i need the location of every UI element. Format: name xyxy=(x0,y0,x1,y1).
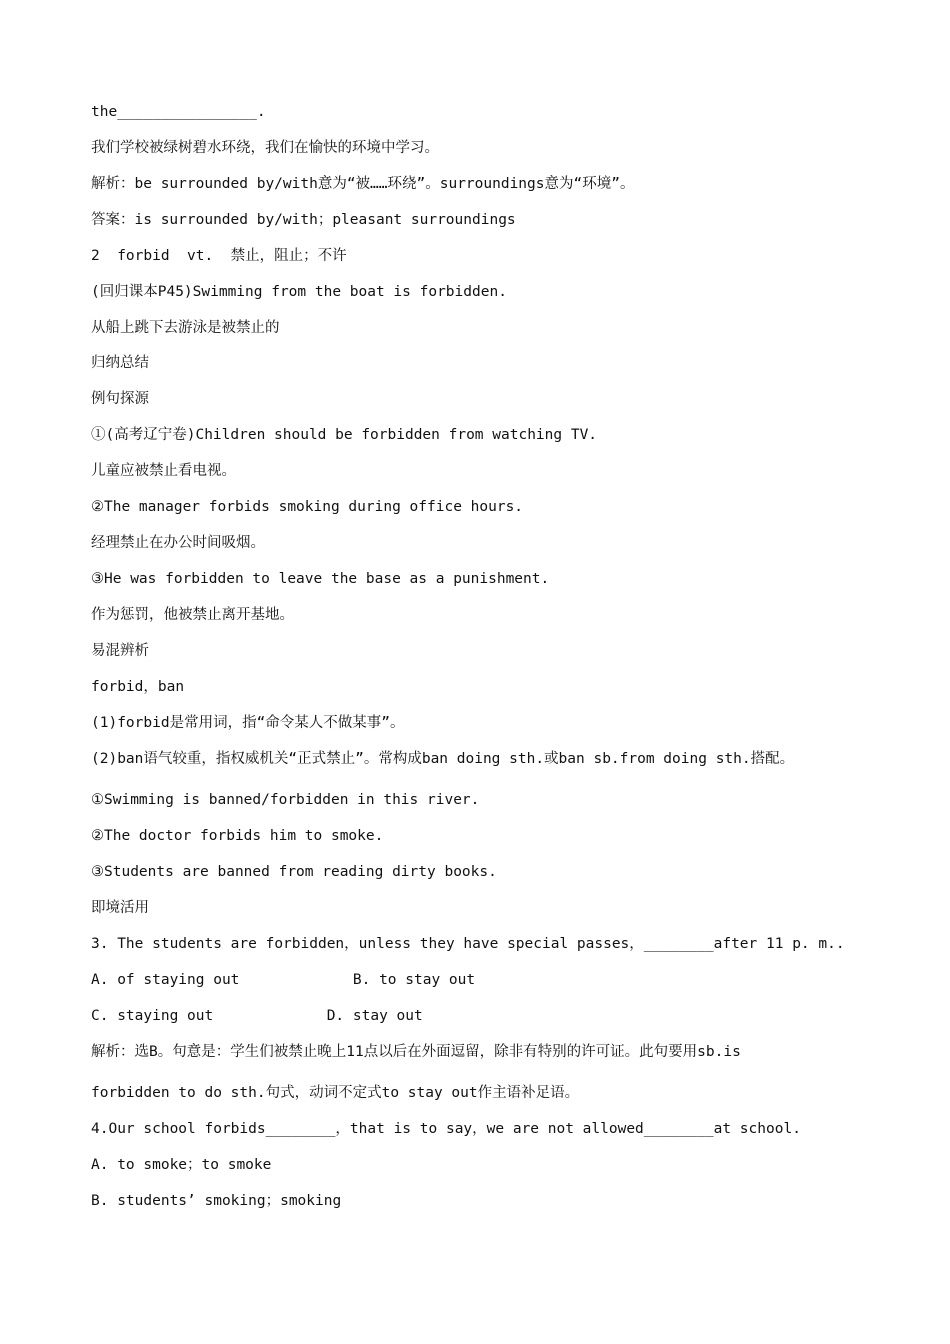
section-heading: 即境活用 xyxy=(91,900,149,916)
text-line: ③Students are banned from reading dirty books. xyxy=(91,864,497,880)
answer-option-line: C. staying out D. stay out xyxy=(91,1008,423,1024)
text-line: forbidden to do sth.句式，动词不定式to stay out作主语补足语。 xyxy=(91,1085,580,1101)
text-line: ②The manager forbids smoking during office hours. xyxy=(91,499,524,515)
answer-option-line: A. of staying out B. to stay out xyxy=(91,972,476,988)
text-line: 作为惩罚，他被禁止离开基地。 xyxy=(91,607,294,623)
text-line: 从船上跳下去游泳是被禁止的 xyxy=(91,320,280,336)
answer-option-line: A. to smoke；to smoke xyxy=(91,1157,272,1173)
question-line: 4.Our school forbids________，that is to say，we are not allowed________at school. xyxy=(91,1121,801,1137)
text-line: 解析：选B。句意是：学生们被禁止晚上11点以后在外面逗留，除非有特别的许可证。此句要用sb.is xyxy=(91,1044,741,1060)
text-line: ③He was forbidden to leave the base as a punishment. xyxy=(91,571,550,587)
text-line: 我们学校被绿树碧水环绕，我们在愉快的环境中学习。 xyxy=(91,140,439,156)
text-line: 儿童应被禁止看电视。 xyxy=(91,463,236,479)
text-line: 答案：is surrounded by/with；pleasant surroundings xyxy=(91,212,516,228)
text-line: (2)ban语气较重，指权威机关“正式禁止”。常构成ban doing sth.或ban sb.from doing sth.搭配。 xyxy=(91,751,795,767)
section-heading: 易混辨析 xyxy=(91,643,149,659)
section-heading: 例句探源 xyxy=(91,391,149,407)
text-line: ①(高考辽宁卷)Children should be forbidden from watching TV. xyxy=(91,427,598,443)
text-line: 2 forbid vt. 禁止，阻止；不许 xyxy=(91,248,347,264)
text-line: 经理禁止在办公时间吸烟。 xyxy=(91,535,265,551)
text-line: (回归课本P45)Swimming from the boat is forbidden. xyxy=(91,284,507,300)
text-line: forbid，ban xyxy=(91,679,185,695)
text-line: ①Swimming is banned/forbidden in this river. xyxy=(91,792,480,808)
text-line: ②The doctor forbids him to smoke. xyxy=(91,828,384,844)
section-heading: 归纳总结 xyxy=(91,355,149,371)
text-line: (1)forbid是常用词，指“命令某人不做某事”。 xyxy=(91,715,405,731)
answer-option-line: B. students’ smoking；smoking xyxy=(91,1193,342,1209)
text-line: 解析：be surrounded by/with意为“被……环绕”。surroundings意为“环境”。 xyxy=(91,176,635,192)
question-line: 3. The students are forbidden，unless they have special passes，________after 11 p. m.. xyxy=(91,936,845,952)
text-line: the________________. xyxy=(91,104,266,120)
